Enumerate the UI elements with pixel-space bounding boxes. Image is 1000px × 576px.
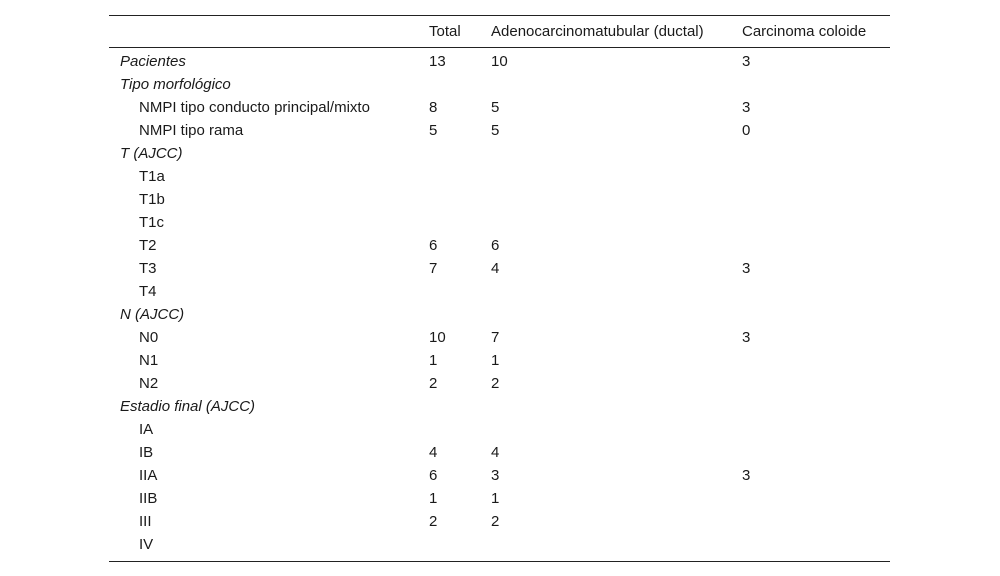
cell-total: 4	[429, 444, 438, 461]
header-label	[109, 16, 419, 48]
cell-colloid	[731, 510, 890, 533]
cell-adenocarcinoma	[480, 533, 731, 562]
cell-adenocarcinoma	[480, 142, 731, 165]
cell-colloid: 3	[742, 467, 751, 484]
cell-colloid: 3	[742, 260, 751, 277]
cell-total: 1	[429, 352, 438, 369]
cell-adenocarcinoma	[480, 211, 731, 234]
table-row	[109, 372, 890, 395]
table-row-category	[109, 395, 890, 418]
row-label: T1b	[139, 191, 165, 208]
cell-adenocarcinoma: 3	[491, 467, 500, 484]
row-label: N1	[139, 352, 159, 369]
header-total: Total	[429, 23, 461, 40]
cell-total	[419, 533, 480, 562]
cell-colloid	[731, 395, 890, 418]
cell-total	[419, 211, 480, 234]
header-adenocarcinoma: Adenocarcinomatubular (ductal)	[491, 23, 704, 40]
cell-colloid	[731, 142, 890, 165]
row-label: IA	[139, 421, 154, 438]
cell-adenocarcinoma	[480, 165, 731, 188]
cell-colloid	[731, 533, 890, 562]
cell-adenocarcinoma: 7	[491, 329, 500, 346]
table-row	[109, 119, 890, 142]
cell-adenocarcinoma	[480, 73, 731, 96]
row-label: T3	[139, 260, 157, 277]
cell-total: 10	[429, 329, 446, 346]
row-label: N2	[139, 375, 159, 392]
stats-table	[109, 15, 890, 562]
row-label: IB	[139, 444, 154, 461]
cell-total: 2	[429, 513, 438, 530]
cell-total	[419, 73, 480, 96]
table-row-category	[109, 303, 890, 326]
table-row-category	[109, 142, 890, 165]
cell-total: 13	[429, 53, 446, 70]
row-label: T (AJCC)	[120, 145, 183, 162]
cell-adenocarcinoma: 5	[491, 99, 500, 116]
cell-total: 8	[429, 99, 438, 116]
cell-total	[419, 142, 480, 165]
cell-adenocarcinoma: 2	[491, 375, 500, 392]
table-row-category	[109, 73, 890, 96]
cell-colloid	[731, 418, 890, 441]
row-label: T4	[139, 283, 157, 300]
cell-colloid	[731, 211, 890, 234]
cell-total	[419, 418, 480, 441]
row-label: T1a	[139, 168, 165, 185]
row-label: T1c	[139, 214, 165, 231]
table-row	[109, 96, 890, 119]
row-label: III	[139, 513, 152, 530]
cell-adenocarcinoma	[480, 418, 731, 441]
row-label: Estadio final (AJCC)	[120, 398, 256, 415]
table-row-category	[109, 48, 890, 74]
row-label: NMPI tipo rama	[139, 122, 244, 139]
cell-colloid	[731, 372, 890, 395]
table-row	[109, 326, 890, 349]
data-table-container	[109, 15, 890, 562]
row-label: T2	[139, 237, 157, 254]
table-row	[109, 510, 890, 533]
cell-adenocarcinoma: 5	[491, 122, 500, 139]
cell-total: 6	[429, 237, 438, 254]
cell-adenocarcinoma: 1	[491, 490, 500, 507]
cell-total: 5	[429, 122, 438, 139]
header-row	[109, 16, 890, 48]
cell-colloid	[731, 487, 890, 510]
table-row	[109, 418, 890, 441]
table-row	[109, 533, 890, 562]
cell-adenocarcinoma: 2	[491, 513, 500, 530]
cell-colloid	[731, 188, 890, 211]
table-row	[109, 441, 890, 464]
cell-colloid	[731, 303, 890, 326]
row-label: N0	[139, 329, 159, 346]
table-row	[109, 487, 890, 510]
cell-total	[419, 395, 480, 418]
table-header	[109, 16, 890, 48]
table-row	[109, 349, 890, 372]
cell-adenocarcinoma: 10	[491, 53, 508, 70]
cell-total: 6	[429, 467, 438, 484]
row-label: IIB	[139, 490, 158, 507]
cell-colloid	[731, 441, 890, 464]
cell-colloid	[731, 349, 890, 372]
cell-total	[419, 280, 480, 303]
table-bottom-rule	[109, 562, 890, 563]
cell-adenocarcinoma	[480, 280, 731, 303]
cell-total: 1	[429, 490, 438, 507]
row-label: IV	[139, 536, 154, 553]
table-row	[109, 257, 890, 280]
cell-total: 7	[429, 260, 438, 277]
table-row	[109, 188, 890, 211]
cell-colloid: 3	[742, 99, 751, 116]
cell-colloid: 3	[742, 53, 751, 70]
cell-adenocarcinoma	[480, 303, 731, 326]
cell-total: 2	[429, 375, 438, 392]
cell-colloid	[731, 234, 890, 257]
table-row	[109, 211, 890, 234]
row-label: IIA	[139, 467, 158, 484]
cell-adenocarcinoma: 4	[491, 444, 500, 461]
cell-colloid: 3	[742, 329, 751, 346]
cell-total	[419, 188, 480, 211]
cell-colloid	[731, 165, 890, 188]
header-colloid: Carcinoma coloide	[742, 23, 867, 40]
cell-total	[419, 303, 480, 326]
row-label: NMPI tipo conducto principal/mixto	[139, 99, 370, 116]
table-row	[109, 234, 890, 257]
table-row	[109, 280, 890, 303]
table-body	[109, 48, 890, 562]
cell-adenocarcinoma	[480, 188, 731, 211]
cell-colloid	[731, 280, 890, 303]
row-label: N (AJCC)	[120, 306, 185, 323]
cell-adenocarcinoma: 4	[491, 260, 500, 277]
cell-adenocarcinoma: 6	[491, 237, 500, 254]
cell-total	[419, 165, 480, 188]
cell-colloid: 0	[742, 122, 751, 139]
row-label: Tipo morfológico	[120, 76, 231, 93]
table-row	[109, 464, 890, 487]
table-row	[109, 165, 890, 188]
cell-colloid	[731, 73, 890, 96]
row-label: Pacientes	[120, 53, 186, 70]
cell-adenocarcinoma: 1	[491, 352, 500, 369]
cell-adenocarcinoma	[480, 395, 731, 418]
